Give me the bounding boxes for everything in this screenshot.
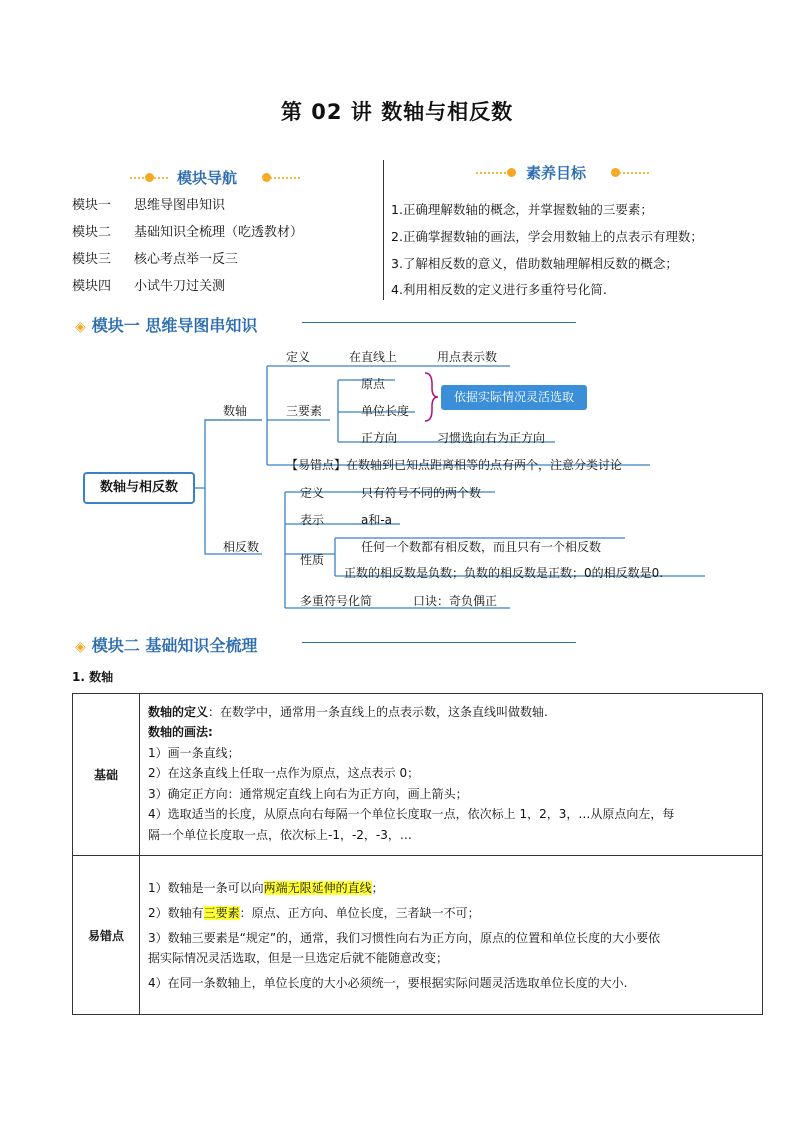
nav-item-text: 核心考点举一反三 bbox=[134, 252, 239, 267]
module2-heading bbox=[75, 633, 257, 656]
nav-banner-dot bbox=[145, 173, 154, 182]
definition-text: ：在数学中，通常用一条直线上的点表示数，这条直线叫做数轴. bbox=[208, 704, 548, 719]
opposite-definition-text: 只有符号不同的两个数 bbox=[361, 486, 482, 500]
goal-item-1: 1.正确理解数轴的概念，并掌握数轴的三要素； bbox=[391, 202, 653, 217]
definition-line bbox=[148, 702, 754, 723]
nav-item-key: 模块三 bbox=[72, 252, 112, 267]
opposite-notation-label: 表示 bbox=[300, 513, 325, 527]
definition-term: 数轴的定义 bbox=[148, 704, 209, 719]
numberline-pitfall: 【易错点】在数轴到已知点距离相等的点有两个，注意分类讨论 bbox=[286, 458, 623, 472]
nav-item-key: 模块四 bbox=[72, 279, 112, 294]
elements-label: 三要素 bbox=[286, 404, 323, 418]
pitfall-text: 2）数轴有 bbox=[148, 905, 204, 920]
goal-item-2: 2.正确掌握数轴的画法，学会用数轴上的点表示有理数； bbox=[391, 229, 703, 244]
branch-opposite: 相反数 bbox=[223, 540, 260, 554]
method-heading: 数轴的画法: bbox=[148, 725, 213, 740]
nav-banner-line-right bbox=[262, 177, 302, 179]
nav-item-key: 模块一 bbox=[72, 198, 112, 213]
nav-item-3[interactable] bbox=[72, 248, 238, 267]
numberline-definition-label: 定义 bbox=[286, 350, 311, 364]
method-step: 2）在这条直线上任取一点作为原点，这点表示 0； bbox=[148, 766, 420, 781]
opposite-property-label: 性质 bbox=[300, 553, 325, 567]
diamond-icon: ◈ bbox=[75, 319, 86, 335]
method-step: 1）画一条直线； bbox=[148, 745, 240, 760]
pitfall-content bbox=[140, 856, 763, 1015]
goals-heading: 素养目标 bbox=[526, 164, 587, 182]
row-label-basic: 基础 bbox=[73, 694, 140, 856]
highlight-text: 两端无限延伸的直线 bbox=[263, 880, 372, 895]
method-step: 3）确定正方向：通常规定直线上向右为正方向，画上箭头； bbox=[148, 786, 468, 801]
module2-rule bbox=[302, 642, 576, 643]
elements-note-box: 依据实际情况灵活选取 bbox=[441, 385, 587, 410]
page-title: 第 02 讲 数轴与相反数 bbox=[280, 100, 514, 124]
pitfall-1 bbox=[148, 878, 754, 898]
goals-banner-line-right bbox=[611, 172, 651, 174]
nav-heading: 模块导航 bbox=[177, 169, 238, 187]
nav-item-key: 模块二 bbox=[72, 225, 112, 240]
nav-item-text: 小试牛刀过关测 bbox=[134, 279, 226, 294]
module1-rule bbox=[302, 322, 576, 323]
element-direction: 正方向 bbox=[361, 431, 398, 445]
module1-heading bbox=[75, 313, 257, 336]
pitfall-3-line1: 3）数轴三要素是“规定”的，通常，我们习惯性向右为正方向，原点的位置和单位长度的大小要依 bbox=[148, 930, 661, 945]
pitfall-4: 4）在同一条数轴上，单位长度的大小必须统一，要根据实际问题灵活选取单位长度的大小. bbox=[148, 975, 628, 990]
row-label-pitfall: 易错点 bbox=[73, 856, 140, 1015]
mindmap-root: 数轴与相反数 bbox=[83, 472, 195, 504]
goal-item-4: 4.利用相反数的定义进行多重符号化简. bbox=[391, 282, 607, 297]
nav-item-2[interactable] bbox=[72, 221, 303, 240]
table-row-pitfall bbox=[73, 856, 763, 1015]
element-direction-note: 习惯选向右为正方向 bbox=[437, 431, 546, 445]
opposite-simplify-text: 口诀：奇负偶正 bbox=[413, 594, 498, 608]
pitfall-2 bbox=[148, 903, 754, 923]
pitfall-3-line2: 据实际情况灵活选取，但是一旦选定后就不能随意改变； bbox=[148, 950, 449, 965]
method-step: 4）选取适当的长度，从原点向右每隔一个单位长度取一点，依次标上 1，2，3，…从原点向左，每 bbox=[148, 807, 675, 822]
nav-item-text: 思维导图串知识 bbox=[134, 198, 226, 213]
section-title: 1. 数轴 bbox=[72, 670, 114, 684]
opposite-notation-text: a和-a bbox=[361, 513, 393, 527]
basic-content bbox=[140, 694, 763, 856]
goals-banner-dot bbox=[507, 168, 516, 177]
knowledge-table bbox=[72, 693, 763, 1015]
element-unit: 单位长度 bbox=[361, 404, 410, 418]
nav-item-text: 基础知识全梳理（吃透教材） bbox=[134, 225, 304, 240]
element-origin: 原点 bbox=[361, 377, 386, 391]
nav-item-1[interactable] bbox=[72, 194, 225, 213]
goal-item-3: 3.了解相反数的意义，借助数轴理解相反数的概念； bbox=[391, 256, 678, 271]
diamond-icon: ◈ bbox=[75, 639, 86, 655]
opposite-property-a: 任何一个数都有相反数，而且只有一个相反数 bbox=[361, 540, 602, 554]
numberline-definition-a: 在直线上 bbox=[349, 350, 398, 364]
branch-numberline: 数轴 bbox=[223, 404, 248, 418]
pitfall-text: 1）数轴是一条可以向 bbox=[148, 880, 264, 895]
method-step: 隔一个单位长度取一点，依次标上-1，-2，-3，… bbox=[148, 827, 412, 842]
opposite-definition-label: 定义 bbox=[300, 486, 325, 500]
nav-item-4[interactable] bbox=[72, 275, 225, 294]
column-divider bbox=[383, 160, 384, 300]
module2-heading-text: 模块二 基础知识全梳理 bbox=[91, 636, 258, 655]
pitfall-text: ：原点、正方向、单位长度，三者缺一不可； bbox=[239, 905, 480, 920]
module1-heading-text: 模块一 思维导图串知识 bbox=[91, 316, 258, 335]
table-row-basic bbox=[73, 694, 763, 856]
opposite-property-b: 正数的相反数是负数；负数的相反数是正数；0的相反数是0. bbox=[344, 566, 664, 580]
numberline-definition-b: 用点表示数 bbox=[437, 350, 498, 364]
pitfall-text: ； bbox=[371, 880, 384, 895]
opposite-simplify-label: 多重符号化简 bbox=[300, 594, 373, 608]
highlight-text: 三要素 bbox=[203, 905, 240, 920]
